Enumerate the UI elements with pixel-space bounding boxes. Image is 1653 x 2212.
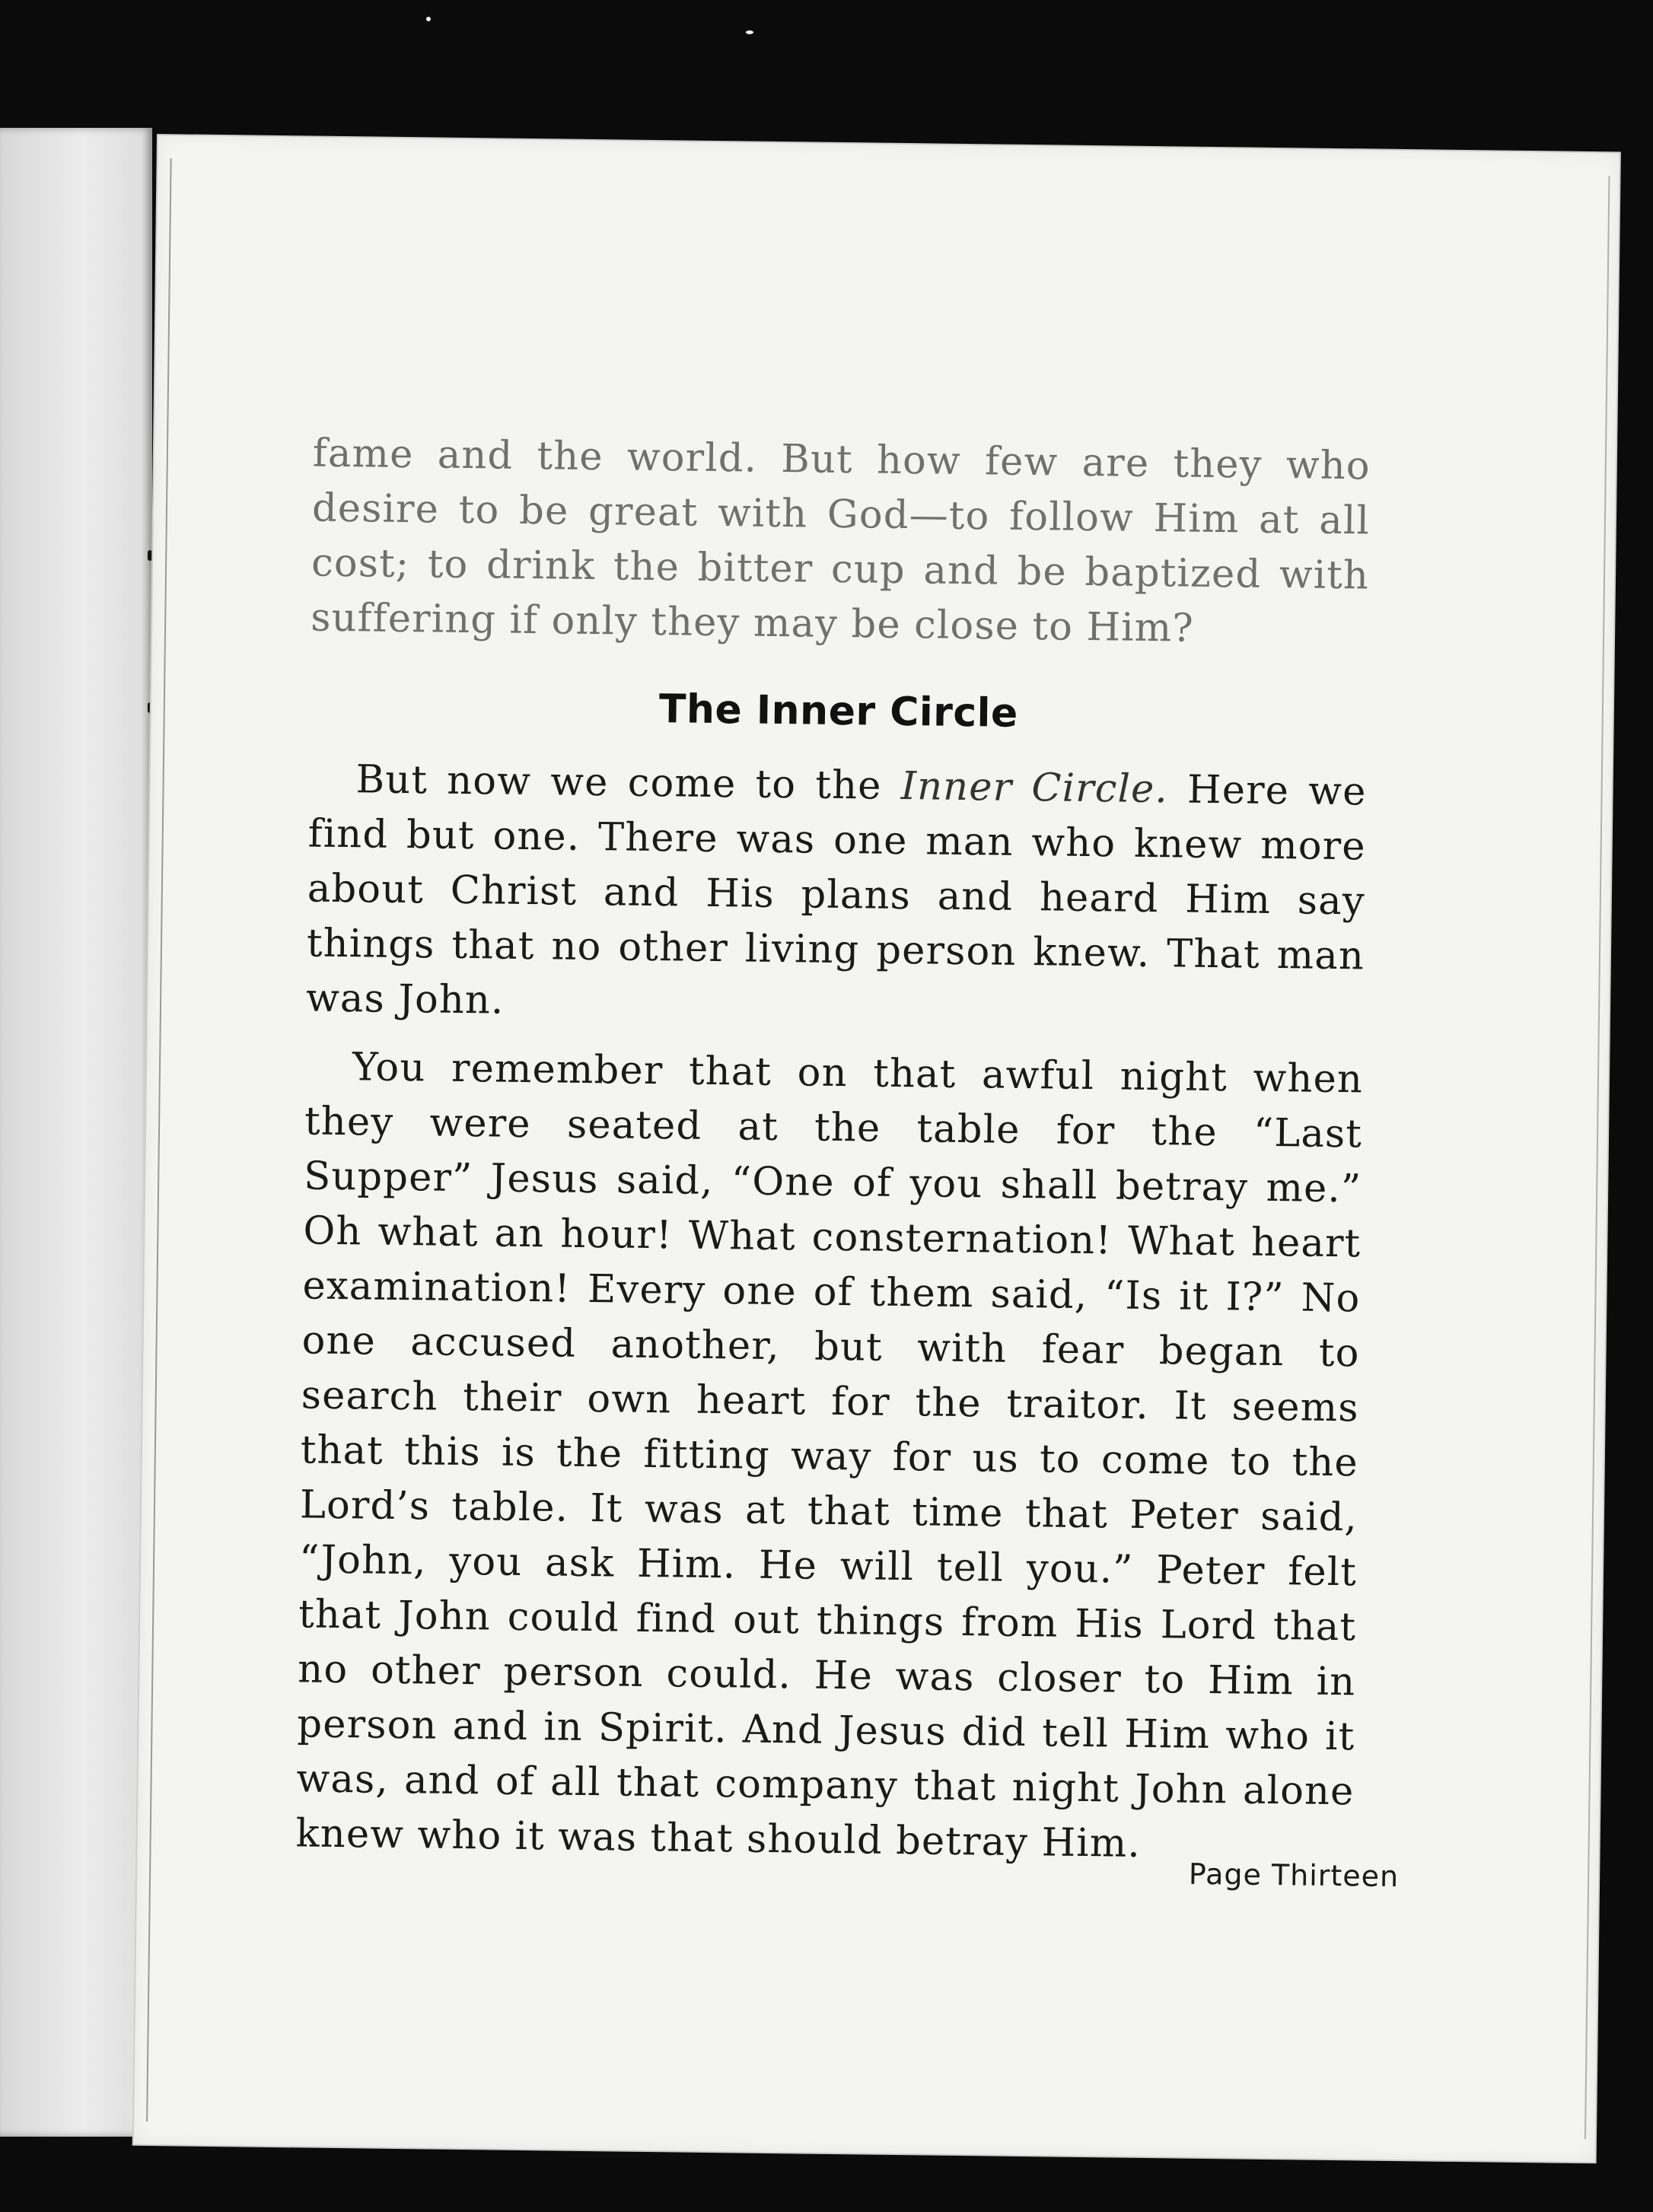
paragraph-last-supper: You remember that on that awful night when they were seated at the table for the “Last Supper” Jesus said, “One of you shall betray me.” Oh what an hour! What consternation! What heart examination! Every one of them said, “Is it I?” No one accused another, but with fear began to search their own heart for the traitor. It seems that this is the fitting way for us to come to the Lord’s table. It was at that time that Peter said, “John, you ask Him. He will tell you.” Peter felt that John could find out things from His Lord that no other person could. He was closer to Him in person and in Spirit. And Jesus did tell Him who it was, and of all that company that night John alone knew who it was that should betray Him. — [295, 1045, 1364, 1867]
book-page — [134, 135, 1620, 2162]
paragraph-inner-circle — [306, 752, 1367, 1039]
binding-hole — [148, 550, 152, 561]
dust-speck — [746, 30, 753, 34]
carryover-paragraph: fame and the world. But how few are they who desire to be great with God—to follow Him at all cost; to drink the bitter cup and be baptized with suffering if only they may be close to Him? — [310, 431, 1371, 651]
paragraph-text: But now we come to the — [355, 757, 902, 809]
paragraph-text: Here we find but one. There was one man who knew more about Christ and His plans and heard Him say things that no other living person knew. That man was John. — [305, 767, 1367, 1023]
italic-term: Inner Circle. — [900, 763, 1169, 813]
dust-speck — [426, 17, 431, 21]
page-text-block — [295, 427, 1371, 1875]
section-heading: The Inner Circle — [658, 686, 1019, 737]
page-number: Page Thirteen — [1188, 1857, 1400, 1894]
left-facing-page — [0, 128, 152, 2137]
